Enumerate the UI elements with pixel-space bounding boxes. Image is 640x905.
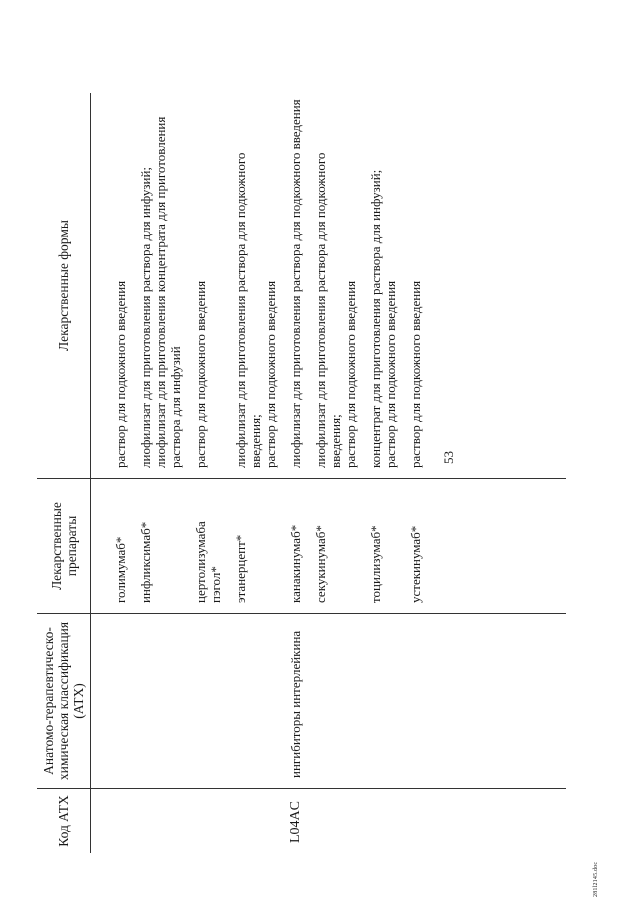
document-code: 281l2145.doc: [593, 861, 599, 897]
code-cell: [406, 789, 566, 854]
forms-cell: [136, 93, 191, 479]
drug-cell: голимумаб*: [91, 479, 137, 614]
table-row: [311, 93, 366, 853]
table-row: [366, 93, 406, 853]
header-code: Код АТХ: [37, 789, 91, 854]
table-header-row: [37, 93, 91, 853]
form-line: лиофилизат для приготовления раствора для подкожного введения;: [313, 152, 343, 468]
form-line: раствор для подкожного введения: [408, 280, 423, 468]
table-row: [91, 93, 137, 853]
drug-cell: цертолизумаба пэгол*: [191, 479, 231, 614]
code-cell: [136, 789, 191, 854]
code-cell: [366, 789, 406, 854]
forms-cell: [231, 93, 286, 479]
forms-cell: [406, 93, 566, 479]
atx-table: [37, 93, 566, 853]
form-line: раствор для подкожного введения: [343, 280, 358, 468]
table-row: [286, 93, 311, 853]
classification-cell: [406, 614, 566, 789]
table-row: [231, 93, 286, 853]
code-cell: [91, 789, 137, 854]
form-line: раствор для подкожного введения: [113, 280, 128, 468]
form-line: раствор для подкожного введения: [263, 280, 278, 468]
table-row: [136, 93, 191, 853]
drug-cell: канакинумаб*: [286, 479, 311, 614]
header-forms: Лекарственные формы: [37, 93, 91, 479]
drug-cell: инфликсимаб*: [136, 479, 191, 614]
form-line: лиофилизат для приготовления раствора для инфузий;: [138, 166, 153, 468]
form-line: концентрат для приготовления раствора для инфузий;: [368, 169, 383, 468]
table-row: [191, 93, 231, 853]
drug-cell: этанерцепт*: [231, 479, 286, 614]
forms-cell: [366, 93, 406, 479]
code-cell: [311, 789, 366, 854]
forms-cell: [311, 93, 366, 479]
classification-cell: [311, 614, 366, 789]
code-cell: [191, 789, 231, 854]
form-line: раствор для подкожного введения: [383, 280, 398, 468]
classification-cell: [366, 614, 406, 789]
drug-cell: устекинумаб*: [406, 479, 566, 614]
classification-cell: [136, 614, 191, 789]
forms-cell: [286, 93, 311, 479]
code-cell: [231, 789, 286, 854]
page-number: 53: [441, 451, 456, 464]
form-line: лиофилизат для приготовления раствора для подкожного введения;: [233, 152, 263, 468]
drug-cell: тоцилизумаб*: [366, 479, 406, 614]
code-cell: L04AC: [288, 801, 303, 843]
classification-cell: [191, 614, 231, 789]
form-line: лиофилизат для приготовления раствора для подкожного введения: [288, 99, 303, 468]
forms-cell: [191, 93, 231, 479]
classification-cell: [231, 614, 286, 789]
header-classification: Анатомо-терапевтическо-химическая классификация (АТХ): [37, 614, 91, 789]
form-line: раствор для подкожного введения: [193, 280, 208, 468]
forms-cell: [91, 93, 137, 479]
form-line: лиофилизат для приготовления концентрата для приготовления раствора для инфузий: [153, 116, 183, 468]
classification-cell: [91, 614, 137, 789]
table-row: [406, 93, 566, 853]
classification-cell: ингибиторы интерлейкина: [286, 614, 311, 789]
drug-cell: секукинумаб*: [311, 479, 366, 614]
header-drugs: Лекарственные препараты: [37, 479, 91, 614]
